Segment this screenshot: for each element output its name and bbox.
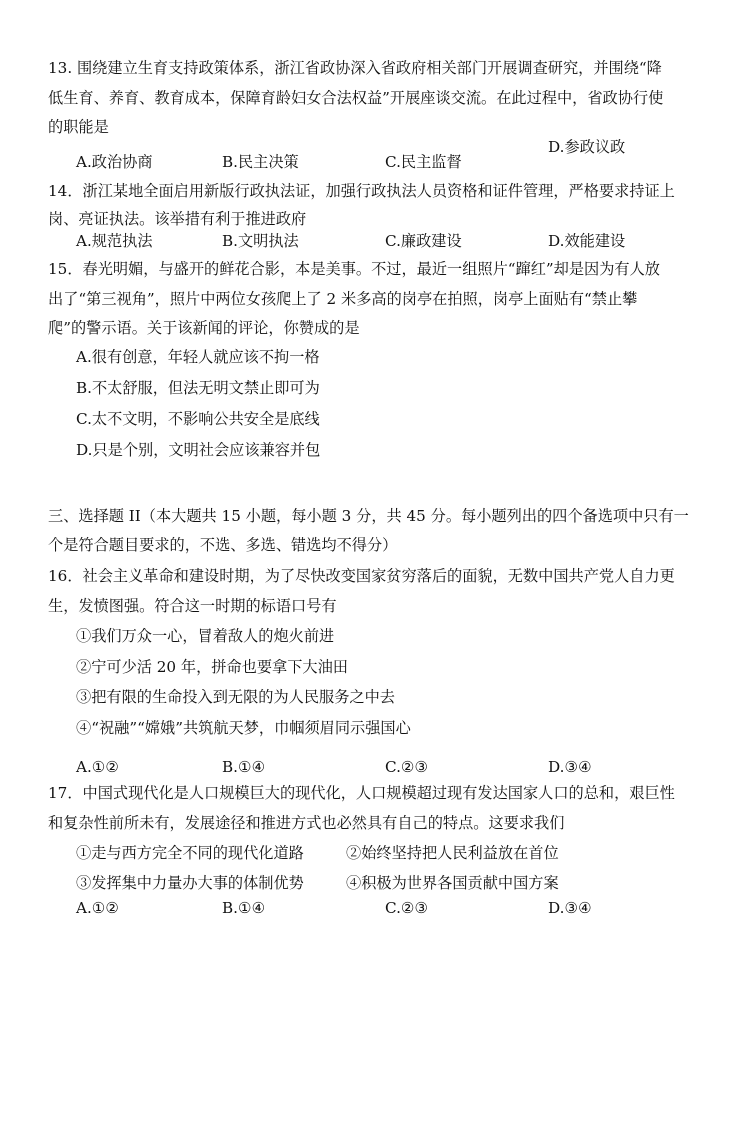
q16-item-1: ①我们万众一心，冒着敌人的炮火前进 [76, 627, 335, 645]
q15-line-2: 出了“第三视角”，照片中两位女孩爬上了 2 米多高的岗亭在拍照，岗亭上面贴有“禁止攀 [48, 290, 638, 308]
q13-line-1: 13. 围绕建立生育支持政策体系，浙江省政协深入省政府相关部门开展调查研究，并围绕“降 [48, 59, 662, 77]
q14-option-a: A.规范执法 [76, 232, 153, 250]
q16-option-c: C.②③ [385, 758, 429, 776]
q15-line-3: 爬”的警示语。关于该新闻的评论，你赞成的是 [48, 319, 360, 337]
q17-item-2: ②始终坚持把人民利益放在首位 [346, 844, 559, 862]
q14-option-b: B.文明执法 [222, 232, 299, 250]
q13-option-c: C.民主监督 [385, 153, 462, 171]
q16-line-2: 生，发愤图强。符合这一时期的标语口号有 [48, 597, 337, 615]
q17-option-b: B.①④ [222, 899, 266, 917]
q15-option-d: D.只是个别，文明社会应该兼容并包 [76, 441, 321, 459]
section-3-line-2: 个是符合题目要求的，不选、多选、错选均不得分） [48, 536, 398, 554]
q15-option-c: C.太不文明，不影响公共安全是底线 [76, 410, 320, 428]
q16-item-3: ③把有限的生命投入到无限的为人民服务之中去 [76, 688, 395, 706]
q16-option-b: B.①④ [222, 758, 266, 776]
q14-option-d: D.效能建设 [548, 232, 626, 250]
q14-line-2: 岗、亮证执法。该举措有利于推进政府 [48, 210, 307, 228]
q13-option-b: B.民主决策 [222, 153, 299, 171]
q13-line-2: 低生育、养育、教育成本，保障育龄妇女合法权益”开展座谈交流。在此过程中，省政协行使 [48, 89, 664, 107]
q16-item-2: ②宁可少活 20 年，拼命也要拿下大油田 [76, 658, 348, 676]
q17-item-4: ④积极为世界各国贡献中国方案 [346, 874, 559, 892]
q17-line-2: 和复杂性前所未有，发展途径和推进方式也必然具有自己的特点。这要求我们 [48, 814, 565, 832]
q16-option-a: A.①② [76, 758, 120, 776]
q17-line-1: 17．中国式现代化是人口规模巨大的现代化，人口规模超过现有发达国家人口的总和，艰巨性 [48, 784, 675, 802]
q17-option-a: A.①② [76, 899, 120, 917]
q17-item-3: ③发挥集中力量办大事的体制优势 [76, 874, 304, 892]
q17-option-d: D.③④ [548, 899, 592, 917]
q16-line-1: 16．社会主义革命和建设时期，为了尽快改变国家贫穷落后的面貌，无数中国共产党人自力更 [48, 567, 675, 585]
q13-option-d: D.参政议政 [548, 138, 626, 156]
q14-option-c: C.廉政建设 [385, 232, 462, 250]
q17-item-1: ①走与西方完全不同的现代化道路 [76, 844, 304, 862]
q17-option-c: C.②③ [385, 899, 429, 917]
section-3-line-1: 三、选择题 II（本大题共 15 小题，每小题 3 分，共 45 分。每小题列出的四个备选项中只有一 [48, 507, 689, 525]
q13-option-a: A.政治协商 [76, 153, 153, 171]
q15-line-1: 15．春光明媚，与盛开的鲜花合影，本是美事。不过，最近一组照片“蹿红”却是因为有人放 [48, 260, 660, 278]
q14-line-1: 14．浙江某地全面启用新版行政执法证，加强行政执法人员资格和证件管理，严格要求持证上 [48, 182, 675, 200]
q16-option-d: D.③④ [548, 758, 592, 776]
q13-line-3: 的职能是 [48, 118, 109, 136]
q16-item-4: ④“祝融”“嫦娥”共筑航天梦，巾帼须眉同示强国心 [76, 719, 411, 737]
q15-option-b: B.不太舒服，但法无明文禁止即可为 [76, 379, 320, 397]
q15-option-a: A.很有创意，年轻人就应该不拘一格 [76, 348, 320, 366]
